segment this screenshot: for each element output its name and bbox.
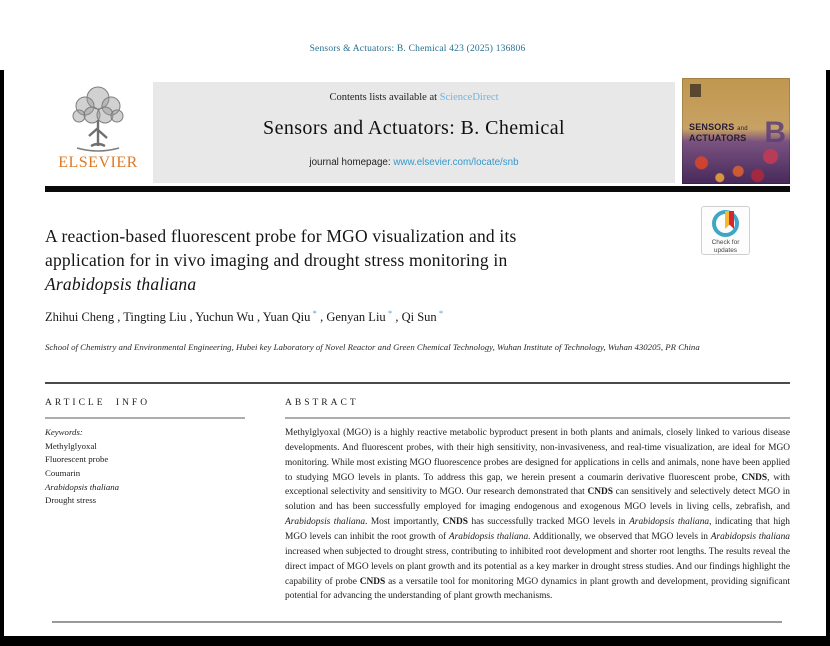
page-frame-right xyxy=(826,70,830,646)
crossmark-ribbon-icon xyxy=(725,211,734,229)
author-list: Zhihui Cheng , Tingting Liu , Yuchun Wu , Yuan Qiu * , Genyan Liu * , Qi Sun * xyxy=(45,308,444,325)
keyword-item: Methylglyoxal xyxy=(45,440,97,451)
masthead-divider-bar xyxy=(45,186,790,192)
page-bottom-rule xyxy=(52,621,782,623)
elsevier-wordmark: ELSEVIER xyxy=(58,154,138,171)
cover-title xyxy=(689,122,748,143)
keyword-item: Drought stress xyxy=(45,495,97,506)
abstract-rule xyxy=(285,417,790,419)
keywords-label: Keywords: xyxy=(45,427,83,437)
journal-masthead xyxy=(153,82,675,183)
contents-prefix: Contents lists available at xyxy=(329,92,440,103)
journal-homepage-link[interactable]: www.elsevier.com/locate/snb xyxy=(393,157,519,168)
keyword-item: Fluorescent probe xyxy=(45,454,109,465)
cover-title-line2: ACTUATORS xyxy=(689,132,747,143)
journal-citation: Sensors & Actuators: B. Chemical 423 (2025) 136806 xyxy=(309,44,526,54)
page-frame-left xyxy=(0,70,4,646)
sciencedirect-link[interactable]: ScienceDirect xyxy=(439,92,499,103)
affiliation: School of Chemistry and Environmental Engineering, Hubei key Laboratory of Novel Reactor and Green Chemical Technology, Wuhan Institute of Technology, Wuhan 430205, PR China xyxy=(45,342,700,352)
article-title: A reaction-based fluorescent probe for MGO visualization and its application for in vivo imaging and drought stress monitoring in Arabidopsis thaliana xyxy=(45,226,517,295)
cover-publisher-icon xyxy=(690,84,701,97)
keyword-item: Coumarin xyxy=(45,467,81,478)
section-top-rule xyxy=(45,382,790,384)
journal-title: Sensors and Actuators: B. Chemical xyxy=(263,117,565,139)
elsevier-logo xyxy=(46,82,150,184)
keyword-item: Arabidopsis thaliana xyxy=(45,481,120,492)
abstract-column xyxy=(285,398,790,604)
cover-title-and: and xyxy=(737,126,748,132)
abstract-heading: ABSTRACT xyxy=(285,398,359,408)
page-frame-bottom xyxy=(0,636,830,646)
contents-line xyxy=(153,92,675,103)
crossmark-icon xyxy=(712,210,739,237)
article-info-heading: ARTICLE INFO xyxy=(45,398,151,408)
elsevier-tree-icon xyxy=(65,82,131,156)
check-for-updates-badge[interactable] xyxy=(701,206,750,255)
abstract-text: Methylglyoxal (MGO) is a highly reactive metabolic byproduct present in both plants and animals, closely linked to various disease developments. And fluorescent probes, with their high sensitivity, non-invasiveness, and real-time visualization, are ideal for MGO monitoring. While most existing MGO fluorescence probes are designed for applications in cells and animals, none have been applied to studying MGO levels in plants. To address this gap, we herein present a coumarin derivative fluorescent probe, CNDS, with exceptional selectivity and sensitivity to MGO. Our research demonstrated that CNDS can sensitively and selectively detect MGO in solution and has been successfully employed for imaging endogenous and exogenous MGO levels in living cells, zebrafish, and Arabidopsis thaliana. Most importantly, CNDS has successfully tracked MGO levels in Arabidopsis thaliana, indicating that high MGO levels can inhibit the root growth of Arabidopsis thaliana. Additionally, we observed that MGO levels in Arabidopsis thaliana increased when subjected to drought stress, contributing to inhibited root development and shorter root lengths. The results reveal the direct impact of MGO levels on plant growth and its potential as a key marker in drought stress studies. And our findings highlight the capability of probe CNDS as a versatile tool for monitoring MGO dynamics in plant growth and development, providing significant potential for advancing the understanding of plant growth mechanisms. xyxy=(285,428,790,602)
homepage-prefix: journal homepage: xyxy=(309,157,394,168)
article-info-column xyxy=(45,398,255,508)
check-for-updates-label: Check for updates xyxy=(711,239,740,255)
cover-letter-b: B xyxy=(764,116,786,149)
journal-cover-thumbnail xyxy=(682,78,790,184)
article-info-rule xyxy=(45,417,245,419)
homepage-line xyxy=(153,157,675,168)
cover-title-line1: SENSORS xyxy=(689,122,735,132)
